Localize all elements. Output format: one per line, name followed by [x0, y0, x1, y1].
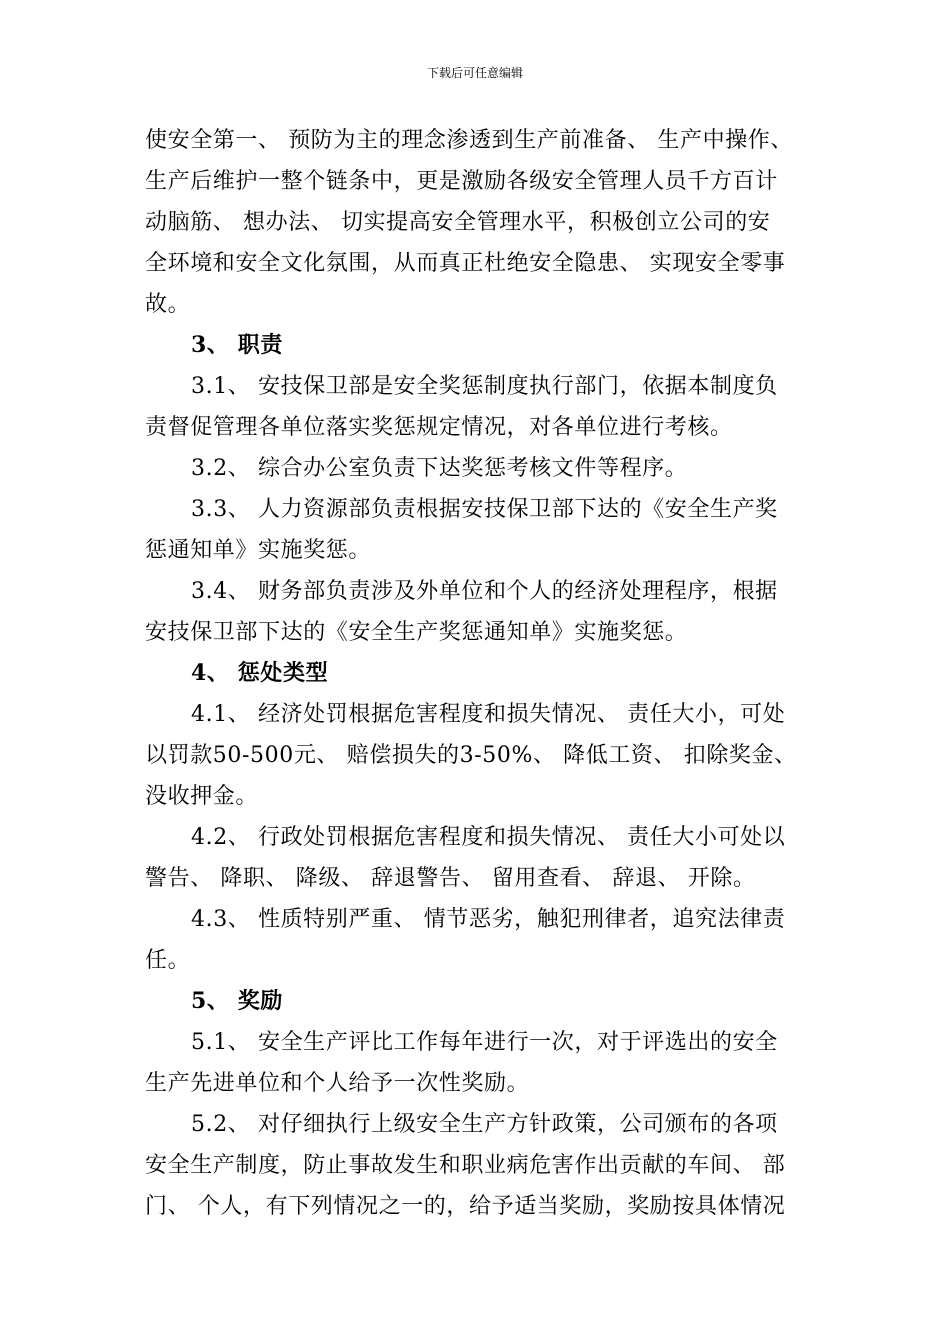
- text-line: 安技保卫部下达的《安全生产奖惩通知单》实施奖惩。: [145, 620, 688, 645]
- text-line: 动脑筋、 想办法、 切实提高安全管理水平，积极创立公司的安: [145, 210, 771, 235]
- text-line: 没收押金。: [145, 784, 259, 809]
- text-line: 责督促管理各单位落实奖惩规定情况，对各单位进行考核。: [145, 415, 733, 440]
- text-line: 任。: [145, 948, 191, 973]
- paragraph-start: 5.1、 安全生产评比工作每年进行一次，对于评选出的安全: [191, 1030, 778, 1055]
- text-line: 警告、 降职、 降级、 辞退警告、 留用查看、 辞退、 开除。: [145, 866, 756, 891]
- text-line: 故。: [145, 292, 191, 317]
- document-body: [145, 120, 825, 1227]
- paragraph-start: 3.4、 财务部负责涉及外单位和个人的经济处理程序，根据: [191, 579, 778, 604]
- page-header-note: 下载后可任意编辑: [426, 66, 523, 80]
- text-line: 惩通知单》实施奖惩。: [145, 538, 372, 563]
- paragraph-start: 4.1、 经济处罚根据危害程度和损失情况、 责任大小，可处: [191, 702, 786, 727]
- section-heading-3: 3、 职责: [191, 332, 283, 358]
- text-line: 生产先进单位和个人给予一次性奖励。: [145, 1071, 530, 1096]
- text-line: 生产后维护一整个链条中，更是激励各级安全管理人员千方百计: [145, 169, 778, 194]
- text-line: 全环境和安全文化氛围，从而真正杜绝安全隐患、 实现安全零事: [145, 251, 786, 276]
- section-heading-4: 4、 惩处类型: [191, 660, 329, 686]
- text-line: 安全生产制度，防止事故发生和职业病危害作出贡献的车间、 部: [145, 1153, 786, 1178]
- paragraph-start: 5.2、 对仔细执行上级安全生产方针政策，公司颁布的各项: [191, 1112, 778, 1137]
- paragraph-start: 3.2、 综合办公室负责下达奖惩考核文件等程序。: [191, 456, 688, 481]
- text-line: 门、 个人，有下列情况之一的，给予适当奖励，奖励按具体情况: [145, 1194, 786, 1219]
- text-line: 使安全第一、 预防为主的理念渗透到生产前准备、 生产中操作、: [145, 128, 793, 153]
- paragraph-start: 3.3、 人力资源部负责根据安技保卫部下达的《安全生产奖: [191, 497, 778, 522]
- paragraph-start: 3.1、 安技保卫部是安全奖惩制度执行部门，依据本制度负: [191, 374, 778, 399]
- section-heading-5: 5、 奖励: [191, 988, 283, 1014]
- text-line: 以罚款50-500元、 赔偿损失的3-50%、 降低工资、 扣除奖金、: [145, 743, 797, 768]
- paragraph-start: 4.2、 行政处罚根据危害程度和损失情况、 责任大小可处以: [191, 825, 786, 850]
- paragraph-start: 4.3、 性质特别严重、 情节恶劣，触犯刑律者，追究法律责: [191, 907, 786, 932]
